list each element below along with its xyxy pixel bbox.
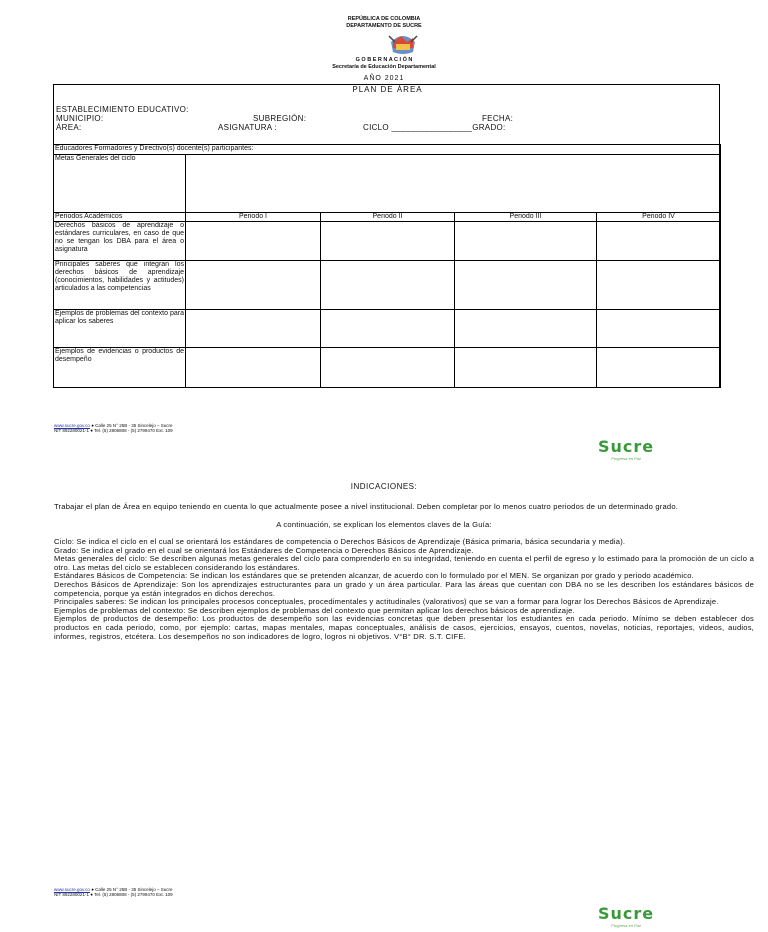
list-item: Metas generales del ciclo: Se describen algunas metas generales del ciclo para comprenderlo en su integridad, teniendo en cuenta el perfil de egreso y lo estimado para la promoción de un ciclo a otro. Las metas del ciclo se establecen considerando los estándares. [54,554,754,572]
indicaciones-list [54,538,754,641]
brand-tagline: Progresa en Paz [611,456,641,461]
table-cell[interactable] [597,261,721,310]
area-label: ÁREA: [56,123,82,132]
footer-contact-2: www.sucre.gov.co ● Calle 25 N° 25B - 35 Sincelejo – Sucre NIT 892280021-1 ● Tel. (5) 2806808 - (5) 2799470 Ext. 109 [54,887,173,897]
periodo-3-header: Periodo III [455,213,597,222]
periodo-2-header: Periodo II [321,213,455,222]
table-cell[interactable] [455,261,597,310]
row-label-evidencias: Ejemplos de evidencias o productos de desempeño [54,348,186,388]
list-item: Ejemplos de problemas del contexto: Se describen ejemplos de problemas del contexto que permitan aplicar los derechos básicos de aprendizaje. [54,605,575,615]
sucre-logo-2 [598,904,654,928]
gobernacion-block [0,57,768,71]
table-cell[interactable] [321,348,455,388]
sucre-logo [598,437,654,461]
table-cell[interactable] [186,348,321,388]
brand-name-2: Sucre [598,904,655,923]
establecimiento-label: ESTABLECIMIENTO EDUCATIVO: [56,105,189,114]
table-cell[interactable] [455,310,597,348]
list-item: Principales saberes: Se indican los principales procesos conceptuales, procedimentales y actitudinales (valorativos) que se van a formar para lograr los Derechos Básicos de Aprendizaje. [54,597,719,607]
footer-nit-2: NIT 892280021-1 [54,892,89,897]
year-label: AÑO 2021 [363,75,405,82]
coat-of-arms-logo [387,28,419,56]
table-cell[interactable] [186,261,321,310]
municipio-label: MUNICIPIO: [56,114,104,123]
gobernacion-line: G O B E R N A C I Ó N [355,57,413,63]
website-link[interactable]: www.sucre.gov.co [54,423,90,428]
list-item: Ejemplos de productos de desempeño: Los productos de desempeño son las evidencias concretas que deben presentar los estudiantes en cada periodo. Mínimo se deben establecer dos productos en cada periodo, como, por ejemplo: cartas, mapas mentales, mapas conceptuales, análisis de casos, ejercicios, ensayos, cuentos, novelas, noticias, reportajes, videos, audios, informes, registros, etcétera. Los desempeños no son indicadores de logro, logros ni objetivos. V°B° DR. S.T. CIFE. [54,614,754,641]
table-cell[interactable] [455,222,597,261]
table-cell[interactable] [186,310,321,348]
indicaciones-lead: A continuación, se explican los elementos claves de la Guía: [276,520,492,529]
brand-tagline-2: Progresa en Paz [611,923,641,928]
indicaciones-intro: Trabajar el plan de Área en equipo teniendo en cuenta lo que actualmente posee a nivel institucional. Deben completar por lo menos cuatro periodos de un determinado grado. [54,502,679,511]
table-cell[interactable] [455,348,597,388]
asignatura-label: ASIGNATURA : [218,123,278,132]
document-header [0,16,768,30]
footer-address-2: Calle 25 N° 25B - 35 Sincelejo – Sucre [95,887,173,892]
fecha-label: FECHA: [482,114,514,123]
metas-cell[interactable] [186,155,721,213]
footer-tel-2: Tel. (5) 2806808 - (5) 2799470 Ext. 109 [94,892,173,897]
footer-nit: NIT 892280021-1 [54,428,89,433]
row-label-dba: Derechos básicos de aprendizaje o estándares curriculares, en caso de que no se tengan los DBA para el área o asignatura [54,222,186,261]
list-item: Derechos Básicos de Aprendizaje: Son los aprendizajes estructurantes para un grado y un área particular. Para las áreas que cuentan con DBA no se les describen los estándares básicos de competencia, porque ya están integrados en dichos derechos. [54,579,754,598]
periodos-label: Periodos Académicos [54,213,186,222]
brand-name: Sucre [598,437,655,456]
form-title: PLAN DE ÁREA [352,85,423,94]
table-cell[interactable] [597,310,721,348]
table-cell[interactable] [597,222,721,261]
indicaciones-title: INDICACIONES: [350,482,418,491]
periodo-4-header: Periodo IV [597,213,721,222]
periodo-1-header: Periodo I [186,213,321,222]
list-item: Ciclo: Se indica el ciclo en el cual se orientará los estándares de competencia o Derechos Básicos de Aprendizaje (Básica primaria, básica secundaria y media). [54,537,626,546]
footer-tel: Tel. (5) 2806808 - (5) 2799470 Ext. 109 [94,428,173,433]
table-cell[interactable] [597,348,721,388]
table-cell[interactable] [321,222,455,261]
list-item: Grado: Se indica el grado en el cual se orientará los Estándares de Competencia o Derechos Básicos de Aprendizaje. [54,545,474,555]
footer-contact: www.sucre.gov.co ● Calle 25 N° 25B - 35 Sincelejo – Sucre NIT 892280021-1 ● Tel. (5) 2806808 - (5) 2799470 Ext. 109 [54,423,173,433]
secretaria-line: Secretaría de Educación Departamental [332,64,436,70]
educadores-row: Educadores Formadores y Directivo(s) docente(s) participantes: [54,145,721,155]
table-cell[interactable] [186,222,321,261]
subregion-label: SUBREGIÓN: [253,114,307,123]
table-cell[interactable] [321,261,455,310]
plan-table [53,144,721,388]
row-label-problemas: Ejemplos de problemas del contexto para aplicar los saberes [54,310,186,348]
table-cell[interactable] [321,310,455,348]
footer-address: Calle 25 N° 25B - 35 Sincelejo – Sucre [95,423,173,428]
country-line: REPÚBLICA DE COLOMBIA [347,16,421,22]
row-label-saberes: Principales saberes que integran los derechos básicos de aprendizaje (conocimientos, habilidades y actitudes) articulados a las competencias [54,261,186,310]
list-item: Estándares Básicos de Competencia: Se indican los estándares que se pretenden alcanzar, de acuerdo con lo formulado por el MEN. Se organizan por grado y periodo académico. [54,571,694,581]
metas-label: Metas Generales del ciclo [54,155,186,213]
website-link-2[interactable]: www.sucre.gov.co [54,887,90,892]
department-line: DEPARTAMENTO DE SUCRE [346,23,422,29]
ciclo-grado-label: CICLO _________________GRADO: [363,123,506,132]
